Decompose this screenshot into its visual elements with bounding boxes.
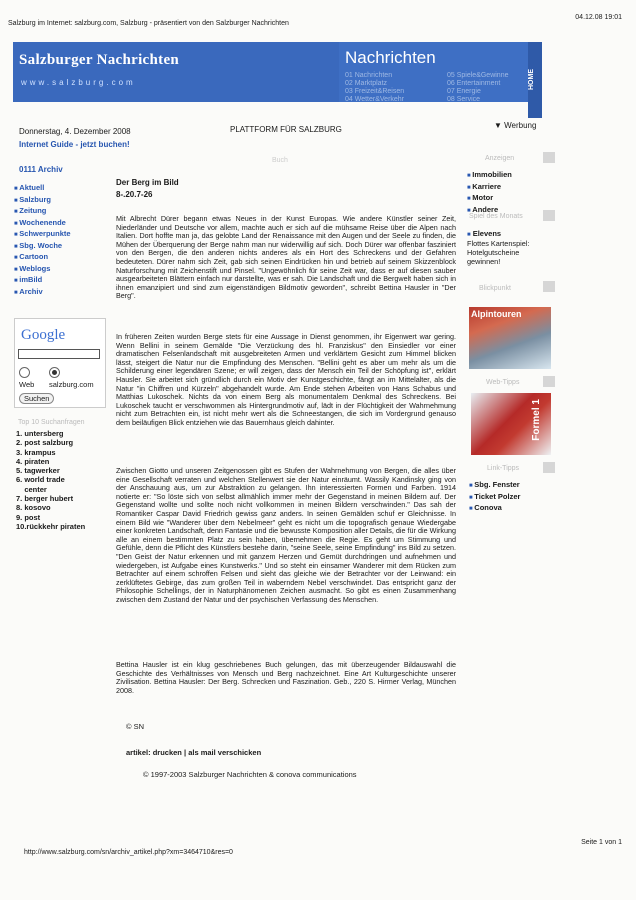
site-banner <box>13 42 541 102</box>
sidebar-item-imbild[interactable]: ■ imBild <box>14 275 71 287</box>
anzeigen-item[interactable]: ■ Karriere <box>467 182 512 194</box>
article-source: © SN <box>126 722 145 731</box>
anzeigen-list <box>467 170 512 216</box>
top10-item[interactable]: 7. berger hubert <box>16 494 74 504</box>
link-item[interactable]: ■ Conova <box>469 503 520 515</box>
archiv-heading: 0111 Archiv <box>19 165 63 174</box>
anzeigen-item[interactable]: ■ Andere <box>467 205 512 217</box>
linktipps-box-icon <box>543 462 555 473</box>
google-search-box <box>14 318 106 408</box>
sidebar-item-aktuell[interactable]: ■ Aktuell <box>14 183 71 195</box>
banner-logo-area <box>13 42 339 102</box>
blickpunkt-box-icon <box>543 281 555 292</box>
sidebar-item-weblogs[interactable]: ■ Weblogs <box>14 264 71 276</box>
spiel-title[interactable] <box>467 229 501 238</box>
print-link[interactable]: drucken <box>152 748 182 757</box>
link-item[interactable]: ■ Ticket Polzer <box>469 492 520 504</box>
nav-item[interactable]: 06 Entertainment <box>447 80 501 87</box>
formel1-image[interactable] <box>471 393 551 455</box>
nav-item[interactable]: 01 Nachrichten <box>345 72 393 79</box>
sidebar-item-salzburg[interactable]: ■ Salzburg <box>14 195 71 207</box>
home-tab[interactable]: HOME <box>528 42 542 118</box>
sidebar-item-schwerpunkte[interactable]: ■ Schwerpunkte <box>14 229 71 241</box>
anzeigen-item[interactable]: ■ Immobilien <box>467 170 512 182</box>
search-button[interactable]: Suchen <box>19 393 54 404</box>
article-paragraph: In früheren Zeiten wurden Berge stets für eine Aussage in Dienst genommen, ihr Eigenwert war gering. Wenn Bellini in seinem Gemälde "Die Verzückung des hl. Franziskus" den Einsiedler vor einer dramatischen Felsenlandschaft mit ausgebreiteten Armen und verklärtem Gesicht zum Himmel blicken lässt, steigert die Natur nur die Empfindung des Menschen. "Bellini geht es aber um mehr als um die Schilderung einer legendären Szene; er will zeigen, dass der Mensch ein Teil der Schöpfung ist", erklärt Hausler. Sie arbeitet sich gründlich durch ein Motiv der Kunstgeschichte, fängt an im Mittelalter, als die Natur "in Chiffren und Kürzeln" abgehandelt wurde. Am Ende stehen Arbeiten von Hans Schabus und Matthias Lukoschek. Nichts da von einem Berg als monumentalem Denkmal des Schreckens. Bei Lukoschek taucht er verschwommen als Hintergrundmotiv auf, lädt in der Flüchtigkeit der Wahrnehmung nicht zum Betrachten ein, ist nicht mehr wert als die Schneestangen, die sich im Vordergrund genauso dem beiläufigen Blick entziehen wie das Bauernhaus gleich dahinter. <box>116 332 456 427</box>
radio-site-label: salzburg.com <box>49 380 94 389</box>
main-nav-col2 <box>447 72 509 104</box>
sidebar-item-zeitung[interactable]: ■ Zeitung <box>14 206 71 218</box>
top10-item[interactable]: 1. untersberg <box>16 429 64 438</box>
spiel-heading: Spiel des Monats <box>469 213 523 220</box>
site-url: www.salzburg.com <box>21 78 136 87</box>
nav-item[interactable]: 05 Spiele&Gewinne <box>447 72 509 79</box>
top10-item[interactable]: 6. world trade <box>16 475 65 485</box>
spiel-text: Flottes Kartenspiel: Hotelgutscheine gewinnen! <box>467 239 530 266</box>
nav-item[interactable]: 07 Energie <box>447 88 481 95</box>
footer-url: http://www.salzburg.com/sn/archiv_artikel.php?xm=3464710&res=0 <box>24 849 233 856</box>
webtipps-box-icon <box>543 376 555 387</box>
radio-web-label: Web <box>19 380 35 389</box>
artikel-label: artikel: <box>126 748 151 757</box>
sidebar-item-wochenende[interactable]: ■ Wochenende <box>14 218 71 230</box>
top10-item[interactable]: 8. kosovo <box>16 503 51 513</box>
anzeigen-box-icon <box>543 152 555 163</box>
nav-item[interactable]: 02 Marktplatz <box>345 80 388 87</box>
article-title: Der Berg im Bild <box>116 178 179 187</box>
alpintouren-image[interactable] <box>469 307 551 369</box>
print-header: Salzburg im Internet: salzburg.com, Salzburg - präsentiert von den Salzburger Nachrichten <box>8 20 289 27</box>
link-item[interactable]: ■ Sbg. Fenster <box>469 480 520 492</box>
spiel-box-icon <box>543 210 555 221</box>
current-date: Donnerstag, 4. Dezember 2008 <box>19 127 131 136</box>
page-number: Seite 1 von 1 <box>581 839 622 846</box>
blickpunkt-heading: Blickpunkt <box>479 285 511 292</box>
sidebar-item-sbg-woche[interactable]: ■ Sbg. Woche <box>14 241 71 253</box>
mail-link[interactable]: als mail verschicken <box>188 748 262 757</box>
formel1-label: Formel 1 <box>531 399 542 441</box>
anzeigen-heading: Anzeigen <box>485 155 515 162</box>
werbung-toggle[interactable]: ▼ Werbung <box>494 121 537 130</box>
internet-guide-link[interactable]: Internet Guide - jetzt buchen! <box>19 140 130 149</box>
search-input[interactable] <box>18 349 100 359</box>
site-logo[interactable]: Salzburger Nachrichten <box>19 52 180 68</box>
top10-item[interactable]: 3. krampus <box>16 447 56 457</box>
top10-item[interactable]: 9. post <box>16 512 41 522</box>
sidebar-item-archiv[interactable]: ■ Archiv <box>14 287 71 299</box>
sidebar-nav <box>14 183 71 298</box>
top10-item[interactable]: center <box>16 484 47 494</box>
main-nav-col1 <box>345 72 404 104</box>
alpintouren-label: Alpintouren <box>471 309 522 319</box>
radio-site-dot <box>52 370 57 375</box>
article-paragraph: Bettina Hausler ist ein klug geschriebenes Buch gelungen, das mit überzeugender Bildauswahl die Geschichte des Verhältnisses von Mensch und Berg nachzeichnet. Eine Art Kulturgeschichte unserer Zivilisation. Bettina Hausler: Der Berg. Schrecken und Faszination. Geb., 220 S. Hirmer Verlag, München 2008. <box>116 660 456 695</box>
spiel-bullet: ■ <box>467 232 471 238</box>
article-subtitle: 8-.20.7-26 <box>116 190 153 199</box>
top10-item[interactable]: 10.rückkehr piraten <box>16 521 86 531</box>
article-actions <box>126 748 261 757</box>
article-paragraph: Mit Albrecht Dürer begann etwas Neues in der Kunst Europas. Wie andere Künstler seiner Zeit, Niederländer und Deutsche vor allem, machte auch er sich auf die mühsame Reise über die Alpen nach Italien. Dort hoffte man ja, das gelobte Land der Renaissance mit den Augen und der Seele zu finden, die Mühen der Überquerung der Berge nahm man nur widerwillig auf sich. Doch Dürer war offenbar fasziniert von den Bergen, die den anderen nichts anderes als ein Hort des Schreckens und der Gefahren bedeuteten. Dürer nahm sich Zeit, gab sich seinen Eindrücken hin und betrieb auf seinem Skizzenblock Naturforschung mit Zeichenstift und Pinsel. "Ungewöhnlich für seine Zeit war, dass er auf diesen sauber ausgearbeiteten Blättern einfach nur darstellte, was er sah. Die Landschaft und die Bergwelt haben sich in ihnen emanzipiert und sind zum eigenständigen Bildmotiv geworden", schreibt Bettina Hausler in "Der Berg". <box>116 214 456 301</box>
top10-item[interactable]: 4. piraten <box>16 456 50 466</box>
spiel-title-text: Elevens <box>472 229 502 238</box>
separator: | <box>183 748 187 757</box>
linktipps-heading: Link-Tipps <box>487 465 520 472</box>
article-paragraph: Zwischen Giotto und unseren Zeitgenossen gibt es Stufen der Wahrnehmung von Bergen, die alles über eine Gesellschaft verraten und welchen Stellenwert sie der Natur einräumt. Wassily Kandinsky ging von der Anschauung aus, um zur Abstraktion zu gelangen. Ihn interessierten Formen und Farben. 1914 notierte er: "So löste sich von selbst allmählich immer mehr der Gegenstand in meinen Bildern auf. Der Gegenstand wollte und sollte noch nicht vollkommen in meinen Bildern verschwinden." Das sah der Romantiker Caspar David Friedrich gewiss ganz anders. In seinen Gemälden schuf er Gleichnisse. In einem Bild wie "Wanderer über dem Nebelmeer" geht es nicht um die topografisch genaue Wiedergabe einer konkreten Landschaft, denn Fantasie und die bewusste Komposition aller Details, die für die Wirkung alle an einem bestimmten Platz zu sein haben, übernehmen die Regie. Es geht um Stimmung und Gefühle, denn die Pflicht des Künstlers bestehe darin, "seine Seele, seine Empfindung" ins Bild zu setzen. "Den Geist der Natur erkennen und mit ganzem Herzen und Gemüt durchdringen und aufnehmen und wiedergeben, ist Aufgabe eines Kunstwerks." Und so steht ein einsamer Wanderer mit dem Rücken zum Betrachter auf einem schroffen Felsen und sieht das gleiche wie der Betrachter vor der Leinwand: ein zerklüftetes Gebirge, das zum großen Teil in waberndem Nebel verschwindet. Das entspricht ganz der Philosophie Schellings, der in Naturphänomenen Zeichen ausmacht. So gibt es einen Zusammenhang zwischen dem Zustand der Natur und der psychischen Verfassung des Menschen. <box>116 466 456 604</box>
radio-site[interactable] <box>49 367 60 378</box>
radio-web[interactable] <box>19 367 30 378</box>
nav-item[interactable]: 03 Freizeit&Reisen <box>345 88 405 95</box>
sidebar-item-cartoon[interactable]: ■ Cartoon <box>14 252 71 264</box>
nav-item[interactable]: 08 Service <box>447 96 481 103</box>
top10-list <box>16 429 85 531</box>
platform-label: PLATTFORM FÜR SALZBURG <box>230 125 342 134</box>
top10-heading: Top 10 Suchanfragen <box>18 419 85 426</box>
buch-label: Buch <box>272 157 288 164</box>
google-logo: Google <box>21 327 66 343</box>
print-timestamp: 04.12.08 19:01 <box>575 14 622 21</box>
link-list <box>469 480 520 515</box>
nav-item[interactable]: 04 Wetter&Verkehr <box>345 96 405 103</box>
webtipps-heading: Web-Tipps <box>486 379 520 386</box>
top10-item[interactable]: 5. tagwerker <box>16 466 60 476</box>
section-title: Nachrichten <box>345 48 436 67</box>
top10-item[interactable]: 2. post salzburg <box>16 438 74 448</box>
copyright: © 1997-2003 Salzburger Nachrichten & conova communications <box>143 770 357 779</box>
anzeigen-item[interactable]: ■ Motor <box>467 193 512 205</box>
